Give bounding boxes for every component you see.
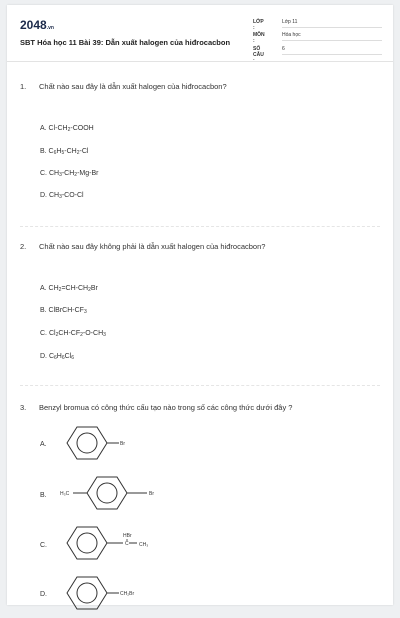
ch3-label: CH₃ <box>139 542 149 548</box>
document-title: SBT Hóa học 11 Bài 39: Dẫn xuất halogen của hiđrocacbon <box>20 38 231 47</box>
ch2br-label: CH₂Br <box>120 591 135 597</box>
question-count-value: 6 <box>282 46 382 55</box>
br-label: Br <box>149 491 154 497</box>
question-number: 2. <box>20 242 27 251</box>
q3-option-d-label[interactable]: D. <box>40 591 47 598</box>
benzene-ring-icon <box>87 477 127 509</box>
q2-option-d[interactable]: D. $C_6H_6Cl_6$ <box>40 353 75 361</box>
q3-option-a-label[interactable]: A. <box>40 441 47 448</box>
q1-option-c[interactable]: C. $CH_3-CH_2-Mg-Br$ <box>40 170 99 178</box>
class-value: Lớp 11 <box>282 19 382 28</box>
question-divider <box>20 385 380 386</box>
question-number: 3. <box>20 403 27 412</box>
q3-option-b-structure[interactable] <box>57 473 177 518</box>
question-divider <box>20 226 380 227</box>
q1-option-d[interactable]: D. $CH_3-CO-Cl$ <box>40 192 84 200</box>
q2-option-c[interactable]: C. $Cl_2CH-CF_2-O-CH_3$ <box>40 330 106 338</box>
q3-option-c-label[interactable]: C. <box>40 542 47 549</box>
q1-option-b[interactable]: B. $C_6H_5-CH_2-Cl$ <box>40 148 89 156</box>
class-label: LỚP : <box>253 19 264 31</box>
q1-option-a[interactable]: A. $Cl-CH_2$-COOH <box>40 125 94 133</box>
svg-text:C: C <box>125 541 129 547</box>
subject-label: MÔN : <box>253 32 265 44</box>
q3-option-c-structure[interactable] <box>57 523 177 568</box>
benzene-ring-icon <box>67 527 107 559</box>
site-logo[interactable]: 2048.vn <box>20 18 54 32</box>
h3c-label: H₃C <box>60 491 70 497</box>
subject-value: Hóa học <box>282 32 382 41</box>
question-count-label: SỐ CÂU : <box>253 46 264 64</box>
q2-option-a[interactable]: A. $CH_2=CH-CH_2Br$ <box>40 285 98 293</box>
worksheet-page <box>7 5 393 605</box>
benzene-ring-icon <box>67 427 107 459</box>
q2-option-b[interactable]: B. ClBrCH-$CF_3$ <box>40 307 87 315</box>
question-text: Chất nào sau đây là dẫn xuất halogen của hiđrocacbon? <box>39 82 227 91</box>
benzene-ring-icon <box>67 577 107 609</box>
question-text: Chất nào sau đây không phải là dẫn xuất halogen của hiđrocacbon? <box>39 242 266 251</box>
question-number: 1. <box>20 82 27 91</box>
hbr-label: HBr <box>123 533 132 539</box>
q3-option-b-label[interactable]: B. <box>40 492 47 499</box>
q3-option-d-structure[interactable] <box>57 573 177 618</box>
q3-option-a-structure[interactable] <box>57 423 157 468</box>
br-label: Br <box>120 441 125 447</box>
question-text: Benzyl bromua có công thức cấu tạo nào trong số các công thức dưới đây ? <box>39 403 293 412</box>
header-divider <box>7 61 393 62</box>
